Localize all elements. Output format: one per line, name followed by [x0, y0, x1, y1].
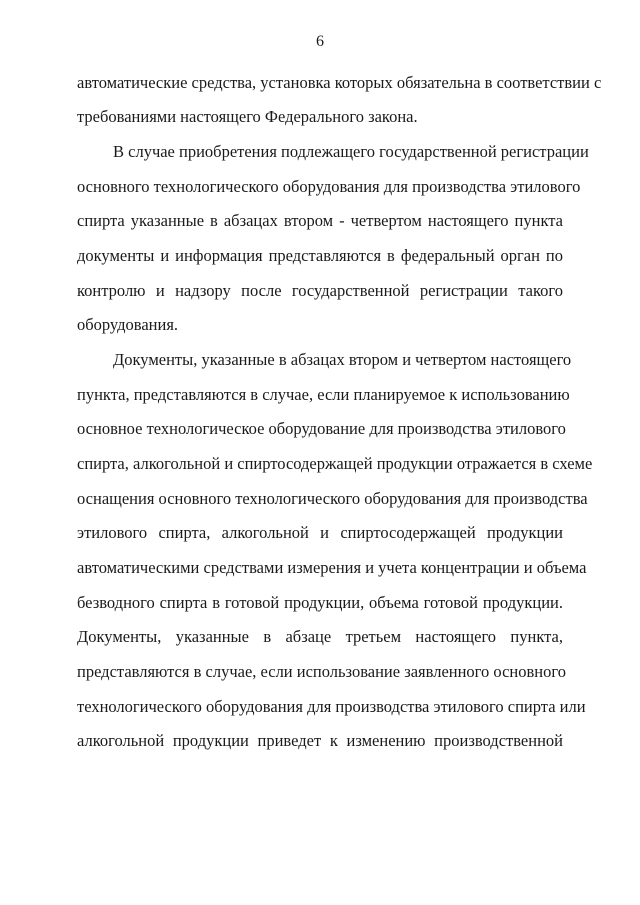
text-line: пункта, представляются в случае, если планируемое к использованию: [77, 385, 570, 404]
text-line: алкогольной продукции приведет к изменению производственной: [77, 731, 563, 750]
text-line: этилового спирта, алкогольной и спиртосодержащей продукции: [77, 523, 563, 542]
text-line: спирта, алкогольной и спиртосодержащей продукции отражается в схеме: [77, 454, 593, 473]
text-line: технологического оборудования для производства этилового спирта или: [77, 697, 586, 716]
text-line: В случае приобретения подлежащего государственной регистрации: [113, 142, 589, 161]
text-line: требованиями настоящего Федерального закона.: [77, 107, 418, 126]
text-line: представляются в случае, если использование заявленного основного: [77, 662, 566, 681]
text-line: оборудования.: [77, 315, 179, 334]
text-line: Документы, указанные в абзацах втором и четвертом настоящего: [113, 350, 572, 369]
page-number: 6: [316, 33, 324, 50]
text-line: контролю и надзору после государственной регистрации такого: [77, 281, 563, 300]
text-line: автоматическими средствами измерения и учета концентрации и объема: [77, 558, 587, 577]
text-line: оснащения основного технологического оборудования для производства: [77, 489, 588, 508]
text-line: безводного спирта в готовой продукции, объема готовой продукции.: [77, 593, 563, 612]
text-line: Документы, указанные в абзаце третьем настоящего пункта,: [77, 627, 563, 646]
text-line: автоматические средства, установка которых обязательна в соответствии с: [77, 73, 602, 92]
text-line: основного технологического оборудования для производства этилового: [77, 177, 581, 196]
text-line: основное технологическое оборудование для производства этилового: [77, 419, 566, 438]
text-line: документы и информация представляются в федеральный орган по: [77, 246, 563, 265]
text-line: спирта указанные в абзацах втором - четвертом настоящего пункта: [77, 211, 563, 230]
